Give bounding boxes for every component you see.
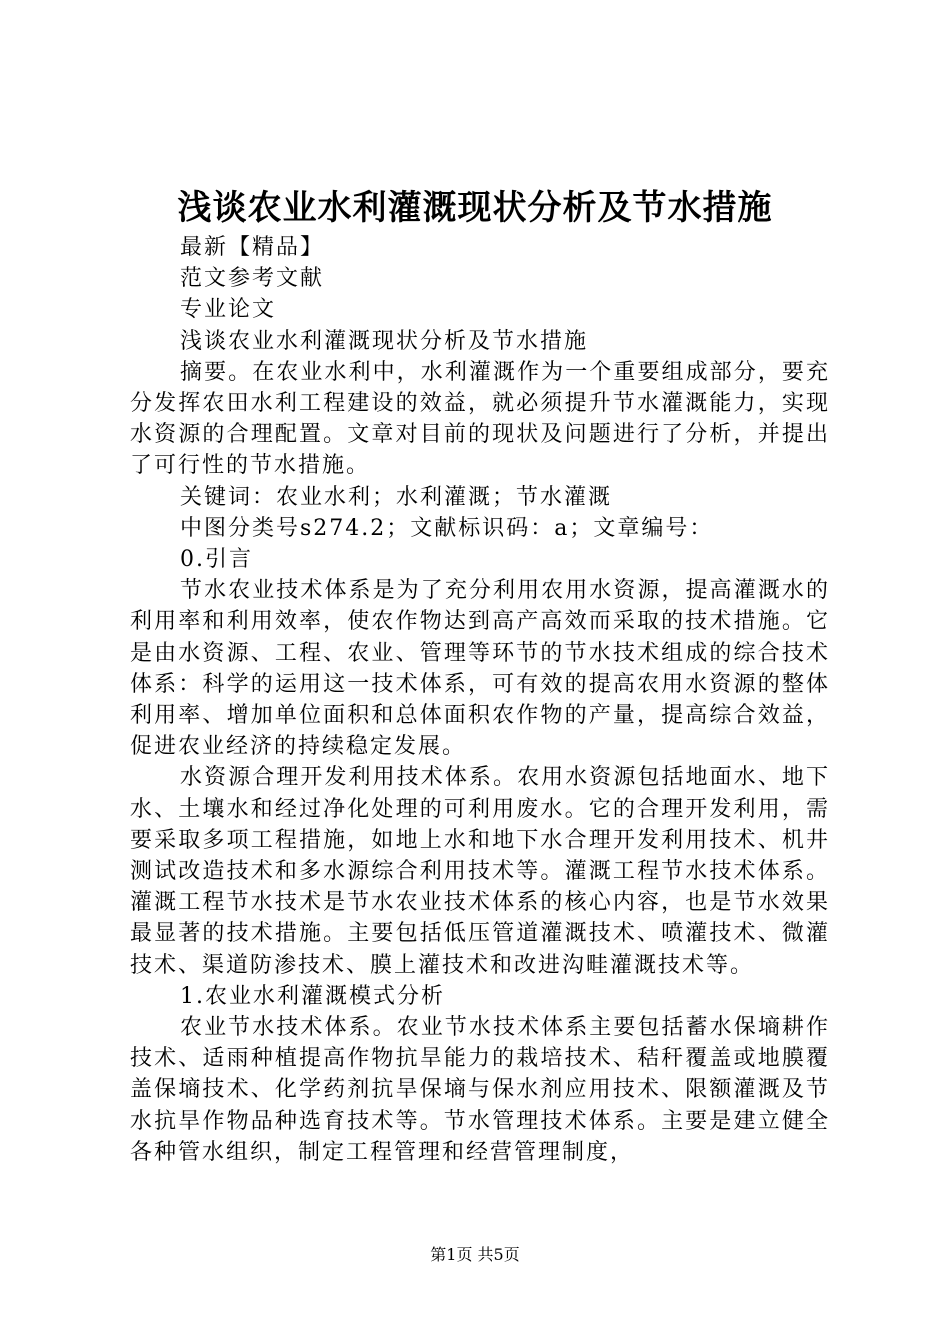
classification-line: 中图分类号s274.2；文献标识码：a；文章编号： bbox=[180, 515, 714, 541]
body-paragraph: 农业节水技术体系。农业节水技术体系主要包括蓄水保墒耕作技术、适雨种植提高作物抗旱能力的栽培技术、秸秆覆盖或地膜覆盖保墒技术、化学药剂抗旱保墒与保水剂应用技术、限额灌溉及节水抗旱作物品种选育技术等。节水管理技术体系。主要是建立健全各种管水组织，制定工程管理和经营管理制度， bbox=[130, 1015, 830, 1165]
section-heading-1: 1.农业水利灌溉模式分析 bbox=[180, 983, 445, 1009]
abstract-paragraph: 摘要。在农业水利中，水利灌溉作为一个重要组成部分，要充分发挥农田水利工程建设的效益，就必须提升节水灌溉能力，实现水资源的合理配置。文章对目前的现状及问题进行了分析，并提出了可行性的节水措施。 bbox=[130, 359, 830, 479]
tag-line: 最新【精品】 bbox=[180, 235, 325, 260]
body-paragraph: 水资源合理开发利用技术体系。农用水资源包括地面水、地下水、土壤水和经过净化处理的可利用废水。它的合理开发利用，需要采取多项工程措施，如地上水和地下水合理开发利用技术、机井测试改造技术和多水源综合利用技术等。灌溉工程节水技术体系。灌溉工程节水技术是节水农业技术体系的核心内容，也是节水效果最显著的技术措施。主要包括低压管道灌溉技术、喷灌技术、微灌技术、渠道防渗技术、膜上灌技术和改进沟畦灌溉技术等。 bbox=[130, 765, 830, 978]
document-body bbox=[130, 232, 830, 1168]
section-heading-intro: 0.引言 bbox=[180, 547, 253, 573]
document-title: 浅谈农业水利灌溉现状分析及节水措施 bbox=[177, 188, 773, 228]
keywords-line: 关键词：农业水利；水利灌溉；节水灌溉 bbox=[180, 484, 613, 510]
body-paragraph: 节水农业技术体系是为了充分利用农用水资源，提高灌溉水的利用率和利用效率，使农作物达到高产高效而采取的技术措施。它是由水资源、工程、农业、管理等环节的节水技术组成的综合技术体系：科学的运用这一技术体系，可有效的提高农用水资源的整体利用率、增加单位面积和总体面积农作物的产量，提高综合效益，促进农业经济的持续稳定发展。 bbox=[130, 578, 830, 760]
type-line: 专业论文 bbox=[180, 297, 277, 323]
category-line: 范文参考文献 bbox=[180, 266, 325, 292]
subtitle: 浅谈农业水利灌溉现状分析及节水措施 bbox=[180, 328, 589, 354]
page-footer: 第1页 共5页 bbox=[430, 1245, 520, 1264]
